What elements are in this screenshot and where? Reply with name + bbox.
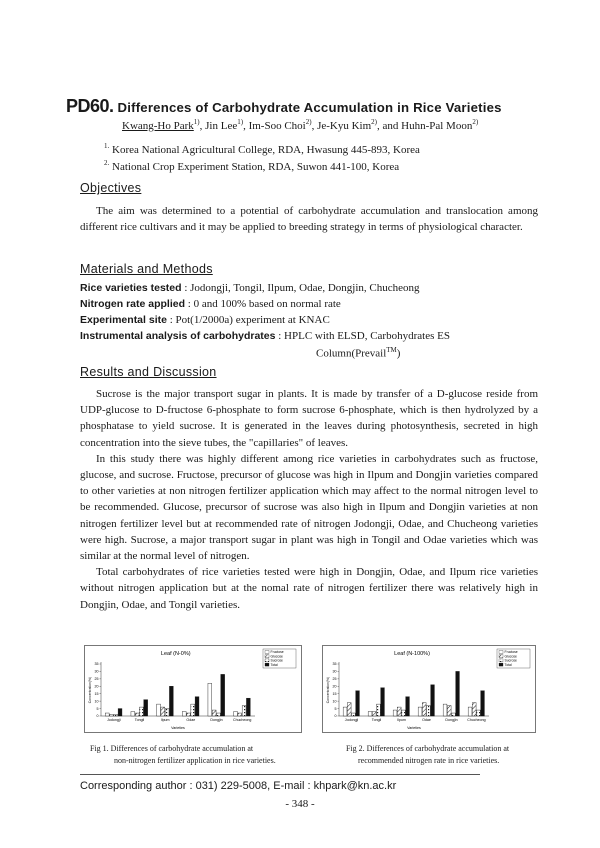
x-axis-label: Varieties — [171, 726, 185, 730]
bar-glucose — [447, 706, 451, 716]
legend-swatch — [265, 651, 269, 654]
x-tick-label: Ilpum — [160, 718, 170, 722]
bar-total — [169, 686, 173, 716]
bar-total — [356, 691, 360, 716]
x-tick-label: Odae — [422, 718, 431, 722]
figure-2-caption-line-2: recommended nitrogen rate in rice varieties. — [358, 756, 500, 765]
bar-glucose — [347, 703, 351, 716]
author-name: Kwang-Ho Park — [122, 120, 194, 132]
bar-fructose — [418, 707, 422, 716]
x-tick-label: Dongjin — [210, 718, 223, 722]
bar-sucrose — [191, 704, 195, 716]
bar-fructose — [208, 683, 212, 716]
bar-glucose — [238, 713, 242, 716]
x-tick-label: Chucheong — [467, 718, 486, 722]
bar-sucrose — [477, 710, 481, 716]
bar-fructose — [393, 710, 397, 716]
affiliation-1-number: 1. — [104, 142, 110, 150]
bar-total — [246, 698, 250, 716]
x-tick-label: Odae — [186, 718, 196, 722]
author-name: Jin Lee — [205, 120, 238, 132]
y-axis-label: Concentration(%) — [326, 676, 330, 704]
results-heading: Results and Discussion — [80, 365, 217, 379]
figure-1-caption-line-1: Fig 1. Differences of carbohydrate accumulation at — [90, 744, 254, 753]
y-tick-label: 10 — [332, 699, 337, 704]
bar-sucrose — [352, 713, 356, 716]
paper-code: PD60. — [66, 96, 114, 116]
y-tick-label: 35 — [332, 662, 337, 667]
bar-sucrose — [114, 715, 118, 716]
bar-glucose — [135, 713, 139, 716]
author-affiliation-mark: 1) — [237, 118, 244, 126]
results-paragraph-2: In this study there was highly different among rice varieties in carbohydrates such as fructose, glucose, and sucrose. Fructose, precursor of glucose was high in Ilpum and Dongjin varieties compared to other varieties at non nitrogen fertilizer application which may affect to the normal nitrogen level to be recommended. Glucose, precursor of sucrose was also high in Ilpum and Dongjin varieties at non nitrogen fertilizer level but at recommended rate of nitrogen Jodongji, Odae, and Chucheong varieties were high. Sucrose, a major transport sugar in plant was high in Tongil and Odae varieties which was similar at the normal level of nitrogen. — [80, 452, 538, 563]
bar-fructose — [157, 704, 161, 716]
legend-label: Fructose — [504, 650, 518, 655]
bar-glucose — [422, 703, 426, 716]
affiliation-2-text: National Crop Experiment Station, RDA, Suwon 441-100, Korea — [112, 161, 400, 173]
paper-title — [66, 96, 566, 117]
author-separator: , and — [376, 120, 402, 132]
legend-swatch — [265, 663, 269, 666]
chart-title: Leaf (N-0%) — [160, 651, 191, 657]
bar-fructose — [468, 707, 472, 716]
bar-fructose — [131, 712, 135, 716]
legend-label: Sucrose — [270, 658, 283, 663]
legend-swatch — [499, 655, 503, 658]
legend-swatch — [499, 663, 503, 666]
y-tick-label: 30 — [94, 669, 99, 674]
bar-total — [481, 691, 485, 716]
affiliation-1 — [104, 142, 420, 156]
results-paragraph-3: Total carbohydrates of rice varieties tested were high in Dongjin, Odae, and Ilpum rice varieties without nitrogen application but at the nomal rate of nitrogen fertilizer there was relatively high in Dongjin, Odae, and Tongil varieties. — [80, 566, 538, 611]
y-tick-label: 0 — [334, 714, 337, 719]
y-tick-label: 15 — [332, 691, 337, 696]
author-separator: , — [311, 120, 318, 132]
bar-fructose — [443, 704, 447, 716]
bar-sucrose — [140, 707, 144, 716]
author-separator: , — [243, 120, 249, 132]
bar-fructose — [182, 712, 186, 716]
bar-glucose — [187, 713, 191, 716]
bar-fructose — [343, 707, 347, 716]
legend-label: Total — [270, 662, 278, 667]
y-tick-label: 30 — [332, 669, 337, 674]
materials-heading: Materials and Methods — [80, 262, 213, 276]
objectives-text — [80, 203, 538, 235]
x-axis-label: Varieties — [407, 726, 421, 730]
y-tick-label: 35 — [94, 662, 99, 667]
x-tick-label: Jodongji — [107, 718, 121, 722]
author-affiliation-mark: 2) — [371, 118, 377, 126]
corresponding-author: Corresponding author : 031) 229-5008, E-mail : khpark@kn.ac.kr — [80, 780, 397, 792]
author-name: Je-Kyu Kim — [317, 120, 372, 132]
bar-sucrose — [452, 713, 456, 716]
bar-sucrose — [165, 709, 169, 716]
author-affiliation-mark: 2) — [472, 118, 479, 126]
author-separator: , — [199, 120, 206, 132]
author-list — [122, 118, 478, 132]
bar-glucose — [110, 715, 114, 716]
bar-total — [406, 697, 410, 716]
legend-label: Glucose — [504, 654, 517, 659]
paper-title-text: Differences of Carbohydrate Accumulation in Rice Varieties — [117, 100, 502, 115]
y-tick-label: 0 — [96, 714, 99, 719]
author-affiliation-mark: 1) — [193, 118, 200, 126]
chart-legend — [497, 649, 530, 668]
objectives-heading: Objectives — [80, 181, 142, 195]
figure-2-chart — [322, 645, 536, 733]
bar-total — [144, 700, 148, 716]
affiliation-1-text: Korea National Agricultural College, RDA, Hwasung 445-893, Korea — [112, 144, 420, 156]
chart-title: Leaf (N-100%) — [394, 651, 430, 657]
x-tick-label: Ilpum — [397, 718, 406, 722]
bar-sucrose — [402, 710, 406, 716]
legend-swatch — [265, 659, 269, 662]
bar-fructose — [234, 712, 238, 716]
bar-total — [381, 688, 385, 716]
bar-sucrose — [377, 704, 381, 716]
bar-sucrose — [242, 706, 246, 716]
chart-legend — [263, 649, 296, 668]
y-axis-label: Concentration(%) — [88, 676, 92, 704]
y-tick-label: 5 — [96, 706, 99, 711]
y-tick-label: 5 — [334, 706, 337, 711]
bar-glucose — [472, 703, 476, 716]
x-tick-label: Tongil — [371, 718, 382, 722]
materials-item-site: Experimental site : Pot(1/2000a) experiment at KNAC — [80, 314, 330, 326]
x-tick-label: Tongil — [134, 718, 145, 722]
materials-item-varieties: Rice varieties tested : Jodongji, Tongil, Ilpum, Odae, Dongjin, Chucheong — [80, 282, 420, 294]
author-name: Im-Soo Choi — [248, 120, 306, 132]
legend-swatch — [499, 659, 503, 662]
bar-fructose — [368, 712, 372, 716]
page-number: - 348 - — [285, 798, 315, 810]
materials-item-nitrogen: Nitrogen rate applied : 0 and 100% based on normal rate — [80, 298, 341, 310]
bar-total — [118, 709, 122, 716]
bar-glucose — [372, 712, 376, 716]
y-tick-label: 20 — [94, 684, 99, 689]
bar-fructose — [105, 713, 109, 716]
bar-total — [221, 674, 225, 716]
figure-1-caption-line-2: non-nitrogen fertilizer application in rice varieties. — [114, 756, 276, 765]
legend-label: Sucrose — [504, 658, 517, 663]
bar-total — [456, 671, 460, 716]
legend-swatch — [265, 655, 269, 658]
x-tick-label: Jodongji — [344, 718, 359, 722]
bar-sucrose — [217, 713, 221, 716]
bar-total — [431, 685, 435, 716]
figure-1-chart — [84, 645, 302, 733]
legend-label: Glucose — [270, 654, 283, 659]
y-tick-label: 20 — [332, 684, 337, 689]
bar-total — [195, 697, 199, 716]
legend-label: Fructose — [270, 650, 284, 655]
figure-2-caption-line-1: Fig 2. Differences of carbohydrate accumulation at — [346, 744, 510, 753]
materials-item-instrument: Instrumental analysis of carbohydrates : HPLC with ELSD, Carbohydrates ES — [80, 330, 450, 342]
y-tick-label: 25 — [332, 677, 337, 682]
affiliation-2-number: 2. — [104, 159, 110, 167]
results-text — [80, 386, 538, 613]
x-tick-label: Dongjin — [445, 718, 458, 722]
legend-swatch — [499, 651, 503, 654]
author-affiliation-mark: 2) — [305, 118, 312, 126]
affiliation-2 — [104, 159, 399, 173]
footer-divider — [80, 774, 480, 775]
objectives-paragraph: The aim was determined to a potential of carbohydrate accumulation and translocation among different rice cultivars and it may be applied to breeding strategy in terms of physiological character. — [80, 205, 538, 234]
materials-item-instrument-cont: Column(Prevail™) — [316, 346, 401, 360]
author-name: Huhn-Pal Moon — [401, 120, 473, 132]
bar-glucose — [161, 707, 165, 716]
legend-label: Total — [504, 662, 512, 667]
y-tick-label: 10 — [94, 699, 99, 704]
y-tick-label: 15 — [94, 691, 99, 696]
bar-glucose — [397, 707, 401, 716]
x-tick-label: Chucheong — [232, 718, 252, 722]
bar-glucose — [212, 710, 216, 716]
y-tick-label: 25 — [94, 677, 99, 682]
results-paragraph-1: Sucrose is the major transport sugar in plants. It is made by transfer of a D-glucose reside from UDP-glucose to D-fructose 6-phosphate to form sucrose 6-phosphate, which is then hydrolyzed by a phosphatase to yield sucrose. It is generated in the leaves during photosynthesis, secreted in high concentration into the sieve tubes, the "capillaries" of leaves. — [80, 388, 538, 449]
bar-sucrose — [427, 706, 431, 716]
